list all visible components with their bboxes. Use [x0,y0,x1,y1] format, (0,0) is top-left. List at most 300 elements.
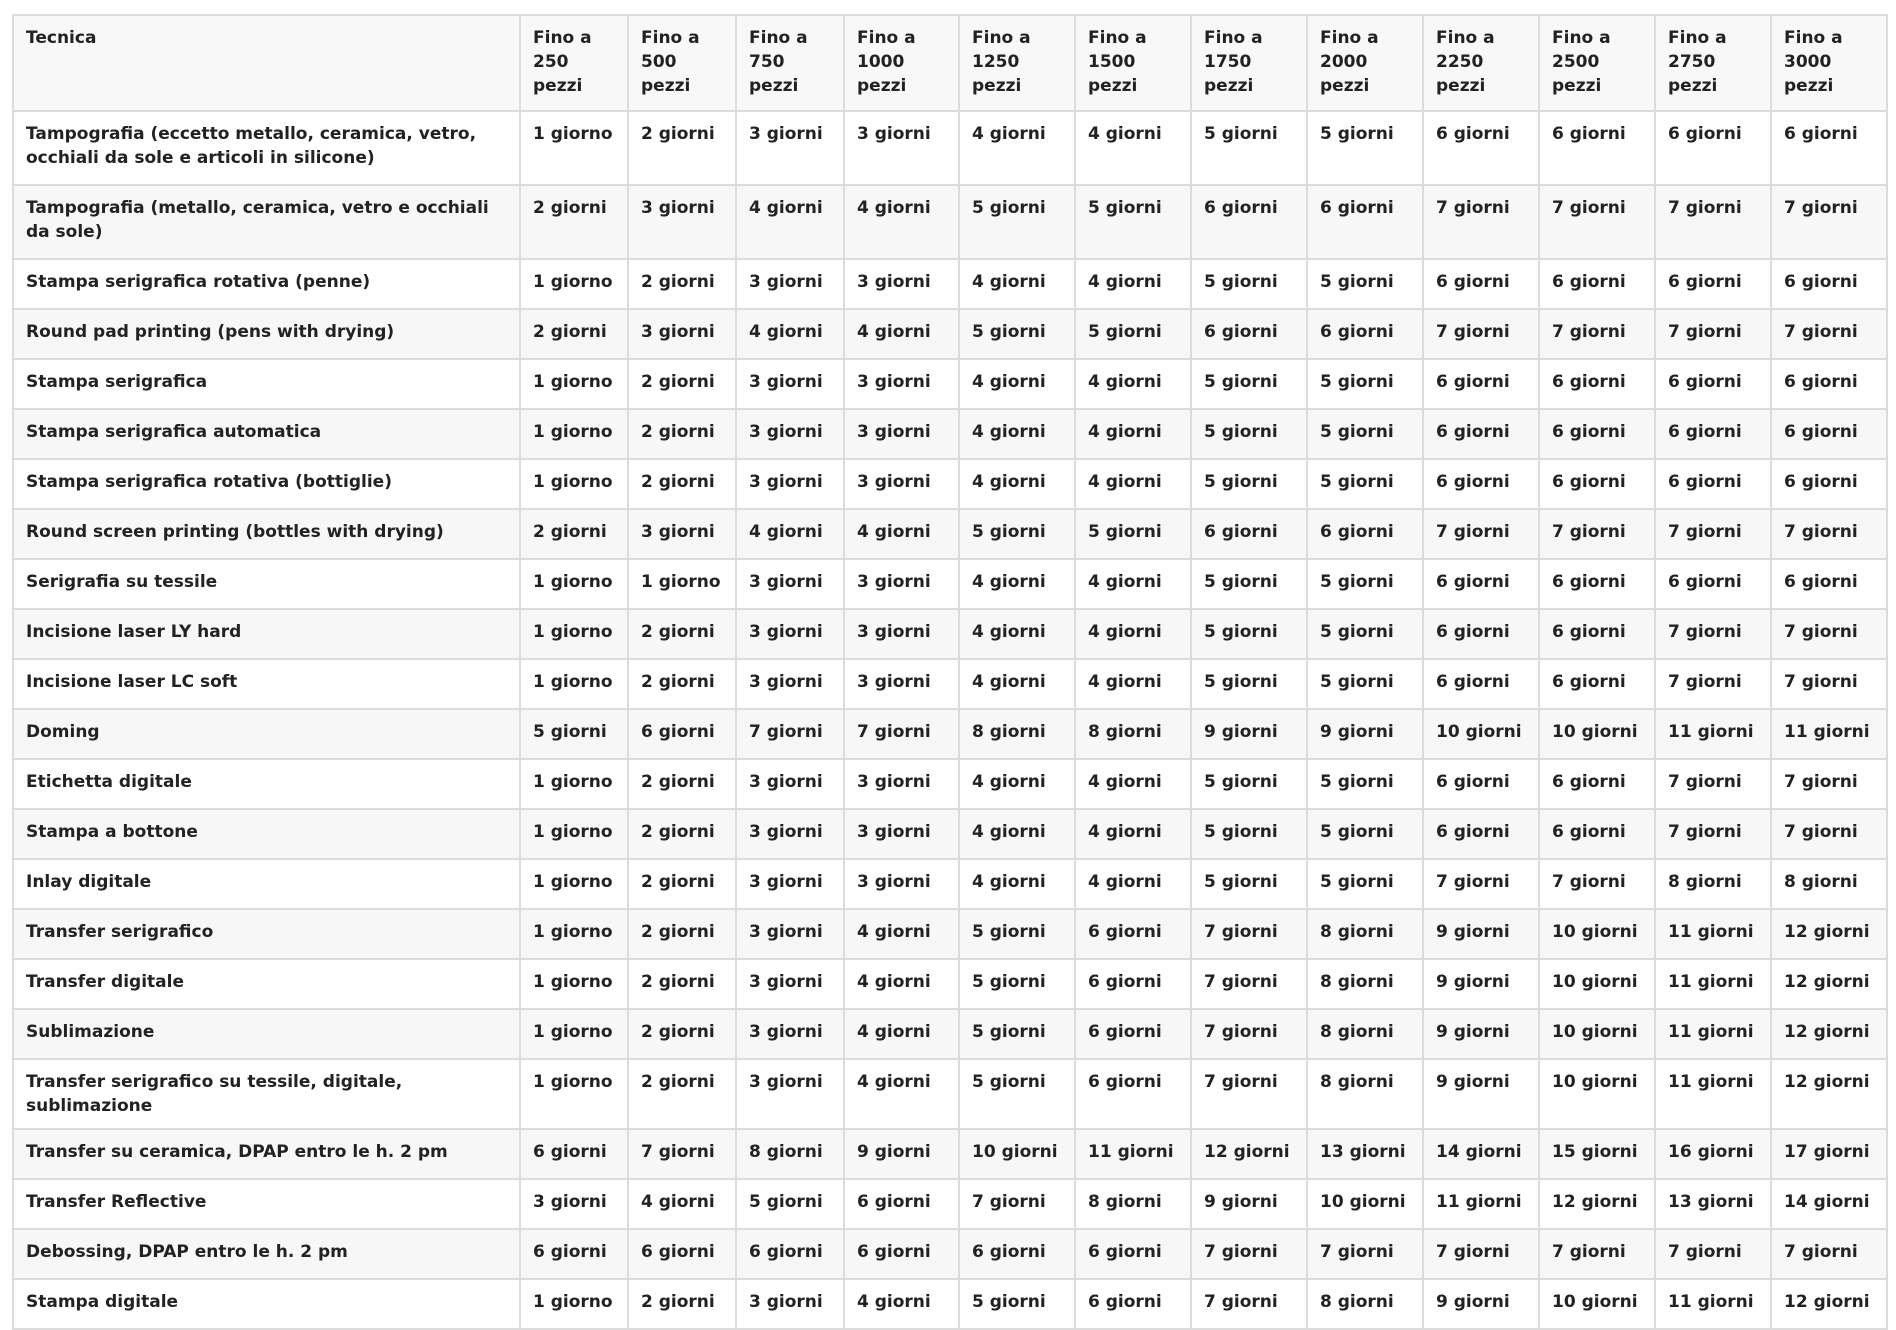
lead-time-cell: 2 giorni [628,259,736,309]
table-row [13,859,1887,909]
lead-time-cell: 4 giorni [1075,609,1191,659]
lead-time-cell: 2 giorni [520,309,628,359]
lead-time-cell: 9 giorni [1423,1279,1539,1329]
lead-time-cell: 2 giorni [628,909,736,959]
lead-time-cell: 6 giorni [628,1229,736,1279]
lead-time-cell: 6 giorni [1655,111,1771,185]
lead-time-cell: 8 giorni [1655,859,1771,909]
lead-time-cell: 7 giorni [1771,1229,1887,1279]
lead-time-cell: 6 giorni [1423,459,1539,509]
lead-time-cell: 6 giorni [1539,759,1655,809]
lead-time-cell: 7 giorni [1191,909,1307,959]
technique-cell: Stampa serigrafica [13,359,520,409]
lead-time-cell: 2 giorni [628,409,736,459]
lead-time-cell: 1 giorno [520,859,628,909]
lead-time-cell: 3 giorni [736,809,844,859]
lead-time-cell: 2 giorni [628,111,736,185]
lead-time-cell: 9 giorni [1423,1009,1539,1059]
lead-time-cell: 10 giorni [1539,1059,1655,1129]
lead-time-cell: 11 giorni [1655,1059,1771,1129]
lead-time-cell: 12 giorni [1771,909,1887,959]
lead-time-cell: 7 giorni [1655,759,1771,809]
lead-time-cell: 5 giorni [1307,609,1423,659]
lead-time-cell: 6 giorni [1771,559,1887,609]
lead-time-cell: 7 giorni [1655,659,1771,709]
lead-time-cell: 4 giorni [1075,859,1191,909]
table-row [13,559,1887,609]
lead-time-cell: 3 giorni [844,409,959,459]
lead-time-cell: 2 giorni [628,859,736,909]
lead-time-cell: 7 giorni [1191,1059,1307,1129]
lead-time-cell: 9 giorni [1307,709,1423,759]
lead-time-cell: 15 giorni [1539,1129,1655,1179]
lead-time-cell: 5 giorni [1075,309,1191,359]
lead-time-cell: 2 giorni [628,609,736,659]
lead-time-cell: 1 giorno [520,459,628,509]
lead-time-cell: 10 giorni [1539,1009,1655,1059]
lead-time-cell: 3 giorni [628,509,736,559]
column-header-quantity: Fino a 2000 pezzi [1307,15,1423,111]
lead-time-cell: 6 giorni [1655,459,1771,509]
lead-time-cell: 4 giorni [959,459,1075,509]
lead-time-cell: 3 giorni [736,111,844,185]
lead-time-cell: 1 giorno [520,609,628,659]
lead-time-cell: 3 giorni [736,659,844,709]
lead-time-cell: 8 giorni [1307,959,1423,1009]
technique-cell: Round screen printing (bottles with drying) [13,509,520,559]
lead-time-cell: 6 giorni [1655,409,1771,459]
lead-time-cell: 7 giorni [1771,809,1887,859]
lead-time-cell: 3 giorni [736,859,844,909]
table-row [13,409,1887,459]
lead-time-cell: 5 giorni [1307,809,1423,859]
lead-time-cell: 5 giorni [1307,359,1423,409]
lead-time-cell: 6 giorni [1771,359,1887,409]
lead-time-cell: 7 giorni [1539,309,1655,359]
lead-time-cell: 6 giorni [1423,111,1539,185]
lead-time-cell: 4 giorni [844,509,959,559]
lead-time-cell: 3 giorni [736,1279,844,1329]
lead-time-cell: 7 giorni [1423,185,1539,259]
lead-time-cell: 5 giorni [959,309,1075,359]
column-header-tecnica: Tecnica [13,15,520,111]
lead-time-cell: 4 giorni [959,859,1075,909]
technique-cell: Debossing, DPAP entro le h. 2 pm [13,1229,520,1279]
technique-cell: Round pad printing (pens with drying) [13,309,520,359]
table-row [13,1059,1887,1129]
lead-time-cell: 4 giorni [959,259,1075,309]
technique-cell: Transfer su ceramica, DPAP entro le h. 2 pm [13,1129,520,1179]
lead-time-cell: 14 giorni [1423,1129,1539,1179]
lead-time-cell: 6 giorni [1655,559,1771,609]
lead-time-cell: 5 giorni [1191,259,1307,309]
lead-time-cell: 6 giorni [1539,409,1655,459]
lead-time-cell: 10 giorni [1539,959,1655,1009]
lead-time-cell: 9 giorni [1423,1059,1539,1129]
lead-time-cell: 6 giorni [844,1179,959,1229]
lead-time-cell: 9 giorni [844,1129,959,1179]
lead-time-cell: 2 giorni [628,759,736,809]
lead-time-cell: 1 giorno [520,909,628,959]
lead-time-cell: 6 giorni [1075,1059,1191,1129]
lead-time-cell: 4 giorni [1075,809,1191,859]
lead-time-cell: 5 giorni [1191,559,1307,609]
technique-cell: Tampografia (eccetto metallo, ceramica, vetro, occhiali da sole e articoli in silicone) [13,111,520,185]
lead-time-cell: 6 giorni [1191,509,1307,559]
lead-time-cell: 3 giorni [736,759,844,809]
lead-time-cell: 5 giorni [959,909,1075,959]
lead-time-cell: 4 giorni [844,959,959,1009]
lead-time-cell: 3 giorni [736,609,844,659]
lead-time-cell: 10 giorni [1539,709,1655,759]
lead-time-cell: 6 giorni [1423,409,1539,459]
lead-time-cell: 6 giorni [1423,259,1539,309]
lead-time-cell: 7 giorni [1655,809,1771,859]
lead-time-cell: 6 giorni [520,1129,628,1179]
technique-cell: Stampa serigrafica rotativa (bottiglie) [13,459,520,509]
lead-time-cell: 5 giorni [520,709,628,759]
lead-time-cell: 7 giorni [1655,509,1771,559]
lead-time-cell: 6 giorni [959,1229,1075,1279]
lead-time-cell: 2 giorni [628,959,736,1009]
column-header-quantity: Fino a 500 pezzi [628,15,736,111]
lead-time-cell: 5 giorni [1307,111,1423,185]
lead-time-cell: 5 giorni [1191,409,1307,459]
lead-time-cell: 1 giorno [520,1009,628,1059]
technique-cell: Stampa serigrafica rotativa (penne) [13,259,520,309]
lead-time-cell: 6 giorni [1423,759,1539,809]
column-header-quantity: Fino a 2750 pezzi [1655,15,1771,111]
lead-time-cell: 11 giorni [1423,1179,1539,1229]
lead-time-cell: 6 giorni [1771,409,1887,459]
lead-time-cell: 3 giorni [736,1059,844,1129]
lead-time-cell: 4 giorni [844,185,959,259]
lead-time-cell: 9 giorni [1191,1179,1307,1229]
lead-time-cell: 6 giorni [1423,559,1539,609]
lead-time-cell: 3 giorni [844,859,959,909]
lead-time-cell: 6 giorni [1423,809,1539,859]
lead-time-cell: 5 giorni [736,1179,844,1229]
table-row [13,609,1887,659]
lead-time-cell: 12 giorni [1771,959,1887,1009]
lead-time-cell: 5 giorni [1191,659,1307,709]
lead-time-cell: 5 giorni [1191,859,1307,909]
lead-time-cell: 7 giorni [1771,609,1887,659]
lead-time-cell: 3 giorni [736,359,844,409]
lead-time-cell: 4 giorni [1075,559,1191,609]
lead-time-cell: 3 giorni [844,609,959,659]
lead-time-cell: 5 giorni [1307,259,1423,309]
lead-time-cell: 7 giorni [1771,659,1887,709]
lead-time-cell: 1 giorno [520,959,628,1009]
table-row [13,111,1887,185]
lead-time-cell: 8 giorni [1307,1059,1423,1129]
lead-time-cell: 5 giorni [1191,759,1307,809]
lead-time-cell: 4 giorni [959,111,1075,185]
lead-time-cell: 5 giorni [1075,185,1191,259]
lead-time-cell: 5 giorni [1191,359,1307,409]
lead-time-cell: 7 giorni [1423,859,1539,909]
lead-time-cell: 7 giorni [1191,1009,1307,1059]
lead-time-cell: 7 giorni [1771,185,1887,259]
lead-time-cell: 11 giorni [1655,959,1771,1009]
lead-time-cell: 7 giorni [736,709,844,759]
lead-time-cell: 6 giorni [1191,185,1307,259]
lead-time-cell: 4 giorni [1075,459,1191,509]
lead-time-cell: 3 giorni [844,659,959,709]
lead-time-cell: 3 giorni [736,459,844,509]
lead-time-cell: 5 giorni [959,1279,1075,1329]
lead-time-cell: 3 giorni [844,111,959,185]
table-row [13,259,1887,309]
lead-time-cell: 5 giorni [1191,809,1307,859]
table-row [13,1129,1887,1179]
lead-time-cell: 6 giorni [1191,309,1307,359]
lead-time-cell: 5 giorni [959,185,1075,259]
lead-time-cell: 4 giorni [959,409,1075,459]
lead-time-cell: 11 giorni [1075,1129,1191,1179]
lead-time-cell: 17 giorni [1771,1129,1887,1179]
table-row [13,359,1887,409]
lead-time-cell: 11 giorni [1655,1009,1771,1059]
lead-time-cell: 4 giorni [736,509,844,559]
lead-time-cell: 7 giorni [1539,509,1655,559]
table-row [13,1279,1887,1329]
lead-time-cell: 4 giorni [959,359,1075,409]
lead-time-cell: 11 giorni [1771,709,1887,759]
lead-time-cell: 5 giorni [959,1059,1075,1129]
table-row [13,809,1887,859]
lead-time-cell: 4 giorni [844,1059,959,1129]
lead-time-cell: 12 giorni [1191,1129,1307,1179]
lead-time-cell: 1 giorno [520,809,628,859]
lead-time-cell: 9 giorni [1423,959,1539,1009]
lead-time-cell: 6 giorni [1423,359,1539,409]
lead-time-cell: 2 giorni [520,185,628,259]
lead-time-cell: 7 giorni [1655,609,1771,659]
technique-cell: Stampa a bottone [13,809,520,859]
technique-cell: Sublimazione [13,1009,520,1059]
lead-time-cell: 4 giorni [1075,659,1191,709]
lead-time-cell: 7 giorni [1423,1229,1539,1279]
lead-time-cell: 1 giorno [520,559,628,609]
lead-time-cell: 4 giorni [1075,409,1191,459]
lead-time-cell: 6 giorni [1307,509,1423,559]
lead-time-cell: 7 giorni [1655,185,1771,259]
lead-time-cell: 5 giorni [1191,609,1307,659]
lead-time-cell: 7 giorni [1655,309,1771,359]
table-row [13,509,1887,559]
lead-time-cell: 7 giorni [1423,509,1539,559]
lead-time-cell: 12 giorni [1771,1279,1887,1329]
table-row [13,309,1887,359]
lead-time-table [12,14,1888,1330]
lead-time-cell: 4 giorni [959,609,1075,659]
lead-time-cell: 6 giorni [1539,809,1655,859]
lead-time-cell: 1 giorno [520,359,628,409]
lead-time-cell: 7 giorni [1771,309,1887,359]
lead-time-cell: 6 giorni [628,709,736,759]
table-body [13,111,1887,1329]
technique-cell: Tampografia (metallo, ceramica, vetro e occhiali da sole) [13,185,520,259]
lead-time-cell: 2 giorni [628,359,736,409]
technique-cell: Inlay digitale [13,859,520,909]
lead-time-cell: 2 giorni [628,809,736,859]
lead-time-cell: 3 giorni [628,185,736,259]
lead-time-cell: 6 giorni [1539,459,1655,509]
lead-time-cell: 7 giorni [1307,1229,1423,1279]
lead-time-cell: 2 giorni [628,1009,736,1059]
lead-time-cell: 6 giorni [1539,359,1655,409]
lead-time-cell: 6 giorni [1539,111,1655,185]
lead-time-cell: 10 giorni [959,1129,1075,1179]
technique-cell: Transfer serigrafico [13,909,520,959]
lead-time-cell: 3 giorni [736,409,844,459]
lead-time-cell: 6 giorni [1075,959,1191,1009]
lead-time-cell: 3 giorni [736,1009,844,1059]
lead-time-cell: 8 giorni [1075,709,1191,759]
column-header-quantity: Fino a 3000 pezzi [1771,15,1887,111]
lead-time-cell: 1 giorno [520,409,628,459]
lead-time-cell: 6 giorni [1075,1279,1191,1329]
lead-time-cell: 4 giorni [1075,759,1191,809]
lead-time-cell: 6 giorni [1771,259,1887,309]
lead-time-cell: 2 giorni [628,659,736,709]
lead-time-cell: 6 giorni [1655,259,1771,309]
lead-time-cell: 4 giorni [844,309,959,359]
lead-time-cell: 8 giorni [736,1129,844,1179]
lead-time-cell: 3 giorni [844,559,959,609]
lead-time-cell: 6 giorni [1307,309,1423,359]
lead-time-cell: 5 giorni [1307,759,1423,809]
lead-time-cell: 3 giorni [844,259,959,309]
lead-time-cell: 13 giorni [1307,1129,1423,1179]
column-header-quantity: Fino a 1750 pezzi [1191,15,1307,111]
lead-time-cell: 6 giorni [1075,1009,1191,1059]
lead-time-cell: 8 giorni [1771,859,1887,909]
lead-time-cell: 6 giorni [1771,111,1887,185]
lead-time-cell: 8 giorni [959,709,1075,759]
lead-time-cell: 10 giorni [1423,709,1539,759]
lead-time-cell: 3 giorni [844,759,959,809]
lead-time-cell: 7 giorni [1191,1229,1307,1279]
lead-time-cell: 3 giorni [844,809,959,859]
column-header-quantity: Fino a 1000 pezzi [844,15,959,111]
lead-time-cell: 7 giorni [1771,759,1887,809]
lead-time-cell: 6 giorni [1075,909,1191,959]
lead-time-cell: 5 giorni [959,959,1075,1009]
lead-time-cell: 12 giorni [1771,1059,1887,1129]
table-row [13,709,1887,759]
lead-time-cell: 6 giorni [1539,659,1655,709]
lead-time-cell: 7 giorni [1655,1229,1771,1279]
lead-time-cell: 2 giorni [628,1059,736,1129]
lead-time-cell: 10 giorni [1307,1179,1423,1229]
lead-time-cell: 10 giorni [1539,909,1655,959]
technique-cell: Etichetta digitale [13,759,520,809]
lead-time-cell: 4 giorni [628,1179,736,1229]
lead-time-cell: 7 giorni [959,1179,1075,1229]
lead-time-cell: 6 giorni [1075,1229,1191,1279]
lead-time-cell: 5 giorni [959,1009,1075,1059]
lead-time-cell: 14 giorni [1771,1179,1887,1229]
lead-time-cell: 3 giorni [736,259,844,309]
lead-time-cell: 4 giorni [959,559,1075,609]
lead-time-cell: 3 giorni [628,309,736,359]
lead-time-cell: 16 giorni [1655,1129,1771,1179]
lead-time-cell: 7 giorni [1191,959,1307,1009]
lead-time-cell: 6 giorni [520,1229,628,1279]
lead-time-cell: 5 giorni [959,509,1075,559]
lead-time-cell: 8 giorni [1075,1179,1191,1229]
column-header-quantity: Fino a 2500 pezzi [1539,15,1655,111]
lead-time-cell: 6 giorni [1539,609,1655,659]
lead-time-cell: 4 giorni [736,185,844,259]
lead-time-cell: 1 giorno [520,111,628,185]
lead-time-cell: 4 giorni [1075,259,1191,309]
lead-time-cell: 5 giorni [1307,859,1423,909]
lead-time-cell: 7 giorni [844,709,959,759]
lead-time-cell: 2 giorni [520,509,628,559]
lead-time-cell: 1 giorno [520,259,628,309]
lead-time-cell: 6 giorni [844,1229,959,1279]
lead-time-cell: 5 giorni [1307,659,1423,709]
lead-time-cell: 3 giorni [844,459,959,509]
technique-cell: Transfer Reflective [13,1179,520,1229]
lead-time-cell: 10 giorni [1539,1279,1655,1329]
lead-time-cell: 12 giorni [1771,1009,1887,1059]
lead-time-cell: 2 giorni [628,459,736,509]
lead-time-cell: 6 giorni [1423,609,1539,659]
lead-time-cell: 9 giorni [1423,909,1539,959]
lead-time-cell: 5 giorni [1191,459,1307,509]
lead-time-cell: 7 giorni [1539,859,1655,909]
lead-time-cell: 9 giorni [1191,709,1307,759]
table-header [13,15,1887,111]
lead-time-cell: 2 giorni [628,1279,736,1329]
lead-time-cell: 1 giorno [520,659,628,709]
lead-time-cell: 4 giorni [844,1279,959,1329]
lead-time-cell: 4 giorni [1075,111,1191,185]
lead-time-cell: 4 giorni [959,759,1075,809]
lead-time-cell: 1 giorno [520,1279,628,1329]
lead-time-cell: 3 giorni [736,559,844,609]
lead-time-cell: 1 giorno [628,559,736,609]
column-header-quantity: Fino a 250 pezzi [520,15,628,111]
technique-cell: Serigrafia su tessile [13,559,520,609]
table-row [13,1229,1887,1279]
lead-time-cell: 7 giorni [1771,509,1887,559]
lead-time-cell: 7 giorni [1539,1229,1655,1279]
lead-time-cell: 11 giorni [1655,709,1771,759]
technique-cell: Stampa digitale [13,1279,520,1329]
lead-time-cell: 6 giorni [1655,359,1771,409]
lead-time-cell: 3 giorni [736,909,844,959]
technique-cell: Doming [13,709,520,759]
table-row [13,459,1887,509]
lead-time-cell: 4 giorni [844,909,959,959]
table-row [13,959,1887,1009]
lead-time-cell: 1 giorno [520,1059,628,1129]
lead-time-cell: 3 giorni [520,1179,628,1229]
lead-time-cell: 13 giorni [1655,1179,1771,1229]
lead-time-cell: 6 giorni [1539,259,1655,309]
table-row [13,1009,1887,1059]
table-row [13,659,1887,709]
table-row [13,1179,1887,1229]
table-row [13,185,1887,259]
lead-time-cell: 1 giorno [520,759,628,809]
